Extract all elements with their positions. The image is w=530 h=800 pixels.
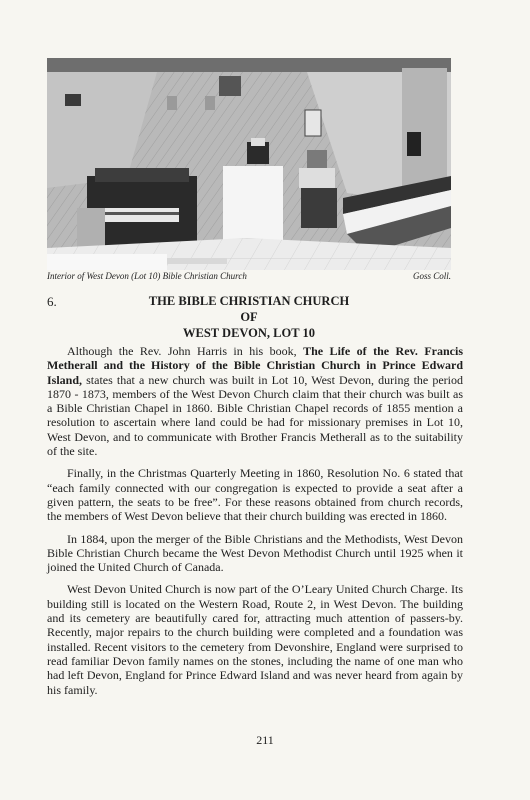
book-title: The Life of the Rev. Francis Metherall and the History of the Bible Christian Church in Prince Edward Island,	[47, 344, 463, 387]
section-title	[47, 293, 451, 341]
article-body	[47, 344, 463, 705]
paragraph: West Devon United Church is now part of the O’Leary United Church Charge. Its building still is located on the Western Road, Route 2, in West Devon. The building and its cemetery are beautifully cared for, attracting much attention of passers-by. Recently, major repairs to the church building were completed and a foundation was installed. Recent visitors to the cemetery from Devonshire, England were surprised to read familiar Devon family names on the stones, including the name of one man who had left Devon, England for Prince Edward Island and was never heard from again by his family.	[47, 582, 463, 697]
photo-credit: Goss Coll.	[412, 271, 451, 281]
church-interior-photo	[47, 58, 451, 270]
paragraph-text: states that a new church was built in Lot 10, West Devon, during the period 1870 - 1873, members of the West Devon Church claim that their church was built as a Bible Christian Chapel in 1860. Bible Christian Chapel records of 1855 mention a resolution to ascertain where land could be had for missionary premises in Lot 10, West Devon, and to communicate with Brother Francis Metherall as to the suitability of the site.	[47, 372, 463, 459]
section-title-line: THE BIBLE CHRISTIAN CHURCH	[148, 294, 350, 308]
paragraph	[47, 344, 463, 458]
photo-caption-text: Interior of West Devon (Lot 10) Bible Christian Church	[47, 271, 247, 281]
section-title-line: WEST DEVON, LOT 10	[183, 326, 315, 340]
paragraph: Finally, in the Christmas Quarterly Meeting in 1860, Resolution No. 6 stated that “each family connected with our congregation is expected to provide a seat after a given pattern, the seats to be free”. For these reasons obtained from church records, the members of West Devon believe that their church building was erected in 1860.	[47, 466, 463, 524]
page-number: 211	[256, 733, 274, 747]
paragraph: In 1884, upon the merger of the Bible Christians and the Methodists, West Devon Bible Christian Church became the West Devon Methodist Church until 1925 when it joined the United Church of Canada.	[47, 531, 463, 575]
paragraph-text: Although the Rev. John Harris in his book,	[67, 344, 304, 358]
section-title-line: OF	[240, 310, 258, 324]
section-number: 6.	[47, 294, 57, 309]
